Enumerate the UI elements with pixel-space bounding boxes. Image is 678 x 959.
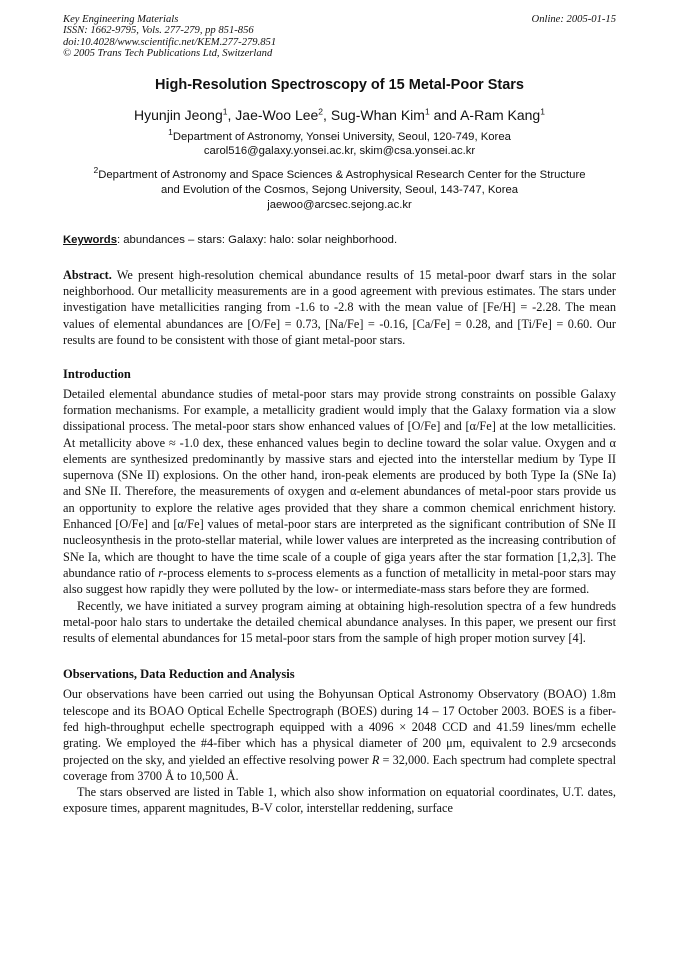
text-run: -process elements as a function of metallicity in metal-poor stars may also suggest how rapidly they were polluted by the low- or intermediate-mass stars before they are formed. bbox=[63, 565, 617, 597]
section-heading-observations: Observations, Data Reduction and Analysis bbox=[63, 667, 295, 682]
journal-header bbox=[63, 14, 616, 60]
italic-R: R bbox=[371, 752, 380, 767]
text-run: Our observations have been carried out using the Bohyunsan Optical Astronomy Observatory (BOAO) 1.8m telescope and its BOAO Optical Echelle Spectrograph (BOES) during 14 – 17 October 2003. BOES is a fiber-fed high-throughput echelle spectrograph equipped with a 4096 × 2048 CCD and 41.59 lines/mm echelle grating. We employed the #4-fiber which has a physical diameter of 200 μm, equivalent to 2.9 arcseconds projected on the sky, and yielded an effective resolving power bbox=[63, 687, 616, 767]
abstract bbox=[63, 267, 616, 349]
doi-line: doi:10.4028/www.scientific.net/KEM.277-279.851 bbox=[63, 36, 277, 48]
author-affiliation-mark: 2 bbox=[318, 105, 324, 116]
author-name: A-Ram Kang bbox=[460, 106, 541, 123]
affiliation-number: 2 bbox=[93, 165, 99, 176]
keywords-text: : abundances – stars: Galaxy: halo: solar neighborhood. bbox=[117, 233, 398, 246]
author-separator: , bbox=[227, 106, 236, 123]
keywords-label: Keywords bbox=[63, 233, 117, 246]
abstract-text: We present high-resolution chemical abundance results of 15 metal-poor dwarf stars in the solar neighborhood. Our metallicity measurements are in a good agreement with previous estimates. The stars under investigation have metallicities ranging from -1.6 to -2.8 with the mean value of [Fe/H] = -2.28. The mean values of elemental abundances are [O/Fe] = 0.73, [Na/Fe] = -0.16, [Ca/Fe] = 0.28, and [Ti/Fe] = 0.60. Our results are found to be consistent with those of giant metal-poor stars. bbox=[63, 267, 616, 348]
affiliation-text-continued: and Evolution of the Cosmos, Sejong University, Seoul, 143-747, Korea bbox=[160, 184, 519, 197]
abstract-label: Abstract. bbox=[63, 267, 112, 282]
text-run: = 32,000. Each spectrum had complete spectral coverage from 3700 Å to 10,500 Å. bbox=[63, 752, 616, 783]
italic-r: r bbox=[158, 565, 163, 580]
affiliation-text: Department of Astronomy and Space Sciences & Astrophysical Research Center for the Structure bbox=[98, 169, 586, 182]
online-date: Online: 2005-01-15 bbox=[531, 14, 616, 25]
author-affiliation-mark: 1 bbox=[424, 105, 430, 116]
introduction-paragraph-2: Recently, we have initiated a survey program aiming at obtaining high-resolution spectra of a few hundreds metal-poor halo stars to undertake the detailed chemical abundance analyses. In this paper, we present our first results of elemental abundances for 15 metal-poor stars from the sample of high proper motion survey [4]. bbox=[63, 598, 616, 646]
paper-title: High-Resolution Spectroscopy of 15 Metal-Poor Stars bbox=[155, 76, 524, 93]
keywords bbox=[63, 233, 616, 248]
affiliation-email: carol516@galaxy.yonsei.ac.kr, skim@csa.yonsei.ac.kr bbox=[203, 145, 476, 158]
affiliation-text: Department of Astronomy, Yonsei University, Seoul, 120-749, Korea bbox=[172, 130, 511, 143]
journal-name: Key Engineering Materials bbox=[63, 14, 179, 25]
introduction-paragraph-1 bbox=[63, 386, 616, 598]
author-separator: and bbox=[429, 106, 461, 123]
observations-paragraph-1 bbox=[63, 686, 616, 784]
italic-s: s bbox=[267, 565, 272, 580]
issn-line: ISSN: 1662-9795, Vols. 277-279, pp 851-856 bbox=[63, 25, 254, 37]
affiliation-1 bbox=[63, 126, 616, 160]
affiliation-number: 1 bbox=[168, 126, 173, 137]
text-run: Detailed elemental abundance studies of metal-poor stars may provide strong constraints on possible Galaxy formation mechanisms. For example, a metallicity gradient would imply that the Galaxy formation via a slow dissipational process. The metal-poor stars show enhanced values of [O/Fe] and [α/Fe] at the low metallicities. At metallicity above ≈ -1.0 dex, these enhanced values begin to decline toward the solar value. Oxygen and α elements are synthesized predominantly by massive stars and ejected into the interstellar medium by Type II supernova (SNe II) explosions. On the other hand, iron-peak elements are produced by both Type Ia (SNe Ia) and SNe II. Therefore, the measurements of oxygen and α-element abundances of metal-poor stars provide us an opportunity to explore the relative ages provided that they share a common chemical enrichment history. Enhanced [O/Fe] and [α/Fe] values of metal-poor stars are interpreted as the significant contribution of SNe II nucleosynthesis in the proto-stellar material, while lower values are interpreted as the increasing contribution of SNe Ia, which are thought to have the time scale of a couple of giga years after the star formation [1,2,3]. The abundance ratio of bbox=[63, 386, 616, 580]
author-name: Hyunjin Jeong bbox=[134, 106, 223, 123]
author-name: Jae-Woo Lee bbox=[235, 106, 319, 123]
affiliation-email: jaewoo@arcsec.sejong.ac.kr bbox=[267, 198, 412, 211]
section-heading-introduction: Introduction bbox=[63, 366, 131, 381]
author-affiliation-mark: 1 bbox=[222, 105, 228, 116]
copyright-line: © 2005 Trans Tech Publications Ltd, Switzerland bbox=[63, 48, 273, 60]
author-name: Sug-Whan Kim bbox=[330, 106, 425, 123]
author-separator: , bbox=[323, 106, 331, 123]
affiliation-2 bbox=[63, 165, 616, 212]
author-affiliation-mark: 1 bbox=[540, 105, 545, 116]
author-list bbox=[63, 106, 616, 124]
text-run: -process elements to bbox=[162, 565, 268, 580]
observations-paragraph-2: The stars observed are listed in Table 1, which also show information on equatorial coordinates, U.T. dates, exposure times, apparent magnitudes, B-V color, interstellar reddening, surface bbox=[63, 785, 616, 816]
